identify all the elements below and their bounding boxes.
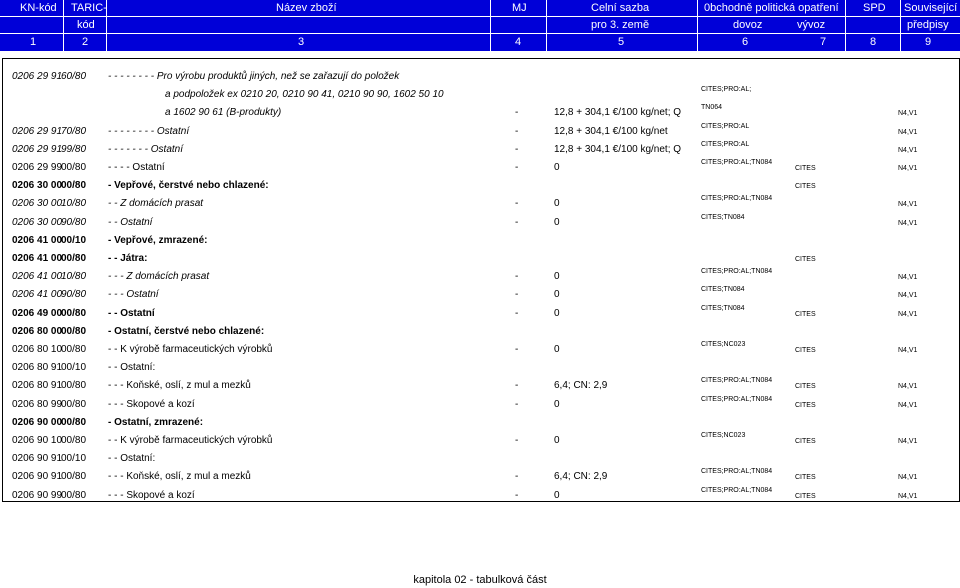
table-row: [3, 306, 959, 322]
kn-code: 0206 80 91: [12, 380, 63, 392]
related-regulation: N4,V1: [898, 219, 918, 227]
duty-rate: 0: [554, 216, 560, 228]
kn-code: 0206 49 00: [12, 307, 63, 319]
header-divider: [900, 0, 901, 51]
duty-rate: 0: [554, 435, 560, 446]
duty-rate: 0: [554, 271, 560, 283]
related-regulation: N4,V1: [898, 201, 918, 209]
item-name: - - - Koňské, oslí, z mul a mezků: [108, 380, 251, 392]
item-name: - - Ostatní: [108, 216, 153, 228]
related-regulation: N4,V1: [898, 310, 918, 318]
item-name: - Vepřové, zmrazené:: [108, 234, 208, 246]
taric-code: 00/10: [61, 362, 87, 374]
table-row: [3, 160, 959, 176]
export-measure: CITES: [795, 183, 816, 191]
table-row: [3, 233, 959, 249]
item-name: - - - Skopové a kozí: [108, 489, 195, 501]
table-row: [3, 105, 959, 121]
taric-code: 10/80: [61, 271, 87, 283]
item-name: - Ostatní, zmrazené:: [108, 416, 204, 428]
table-row: [3, 287, 959, 303]
item-name: - - Játra:: [108, 253, 148, 264]
related-regulation: N4,V1: [898, 492, 918, 500]
table-row: [3, 378, 959, 394]
table-row: [3, 397, 959, 413]
col-mj: MJ: [512, 2, 527, 14]
item-name: - - - - Ostatní: [108, 162, 165, 173]
related-regulation: N4,V1: [898, 292, 918, 300]
item-name: - - Ostatní:: [108, 453, 156, 465]
export-measure: CITES: [795, 383, 816, 391]
item-name: - - - - - - - - Pro výrobu produktů jiných, než se zařazují do položek: [108, 71, 400, 82]
duty-rate: 12,8 + 304,1 €/100 kg/net: [554, 125, 668, 137]
unit: -: [515, 307, 519, 319]
taric-code: 00/80: [61, 435, 87, 446]
table-row: [3, 360, 959, 376]
import-measure: CITES;PRO:AL;TN084: [701, 159, 773, 166]
related-regulation: N4,V1: [898, 438, 918, 445]
table-row: [3, 196, 959, 212]
taric-code: 00/10: [61, 453, 87, 465]
import-measure: CITES;PRO:AL;TN084: [701, 268, 773, 276]
header-divider: [63, 0, 64, 51]
table-row: [3, 451, 959, 467]
kn-code: 0206 80 91: [12, 362, 63, 374]
table-row: [3, 488, 959, 504]
page-footer: kapitola 02 - tabulková část: [413, 574, 547, 586]
taric-code: 99/80: [61, 143, 87, 155]
export-measure: CITES: [795, 256, 816, 263]
item-name: - - K výrobě farmaceutických výrobků: [108, 344, 273, 355]
taric-code: 10/80: [61, 198, 87, 210]
import-measure: CITES;PRO:AL;TN084: [701, 377, 773, 385]
col-nazev-zbozi: Název zboží: [276, 2, 337, 14]
unit: -: [515, 216, 519, 228]
import-measure: CITES;PRO:AL;TN084: [701, 195, 773, 203]
kn-code: 0206 80 00: [12, 325, 63, 337]
header-divider: [0, 16, 960, 17]
header-divider: [546, 0, 547, 51]
col-kn-kod: KN-kód: [20, 2, 57, 14]
table-row: [3, 215, 959, 231]
unit: -: [515, 143, 519, 155]
header-divider: [845, 0, 846, 51]
taric-code: 60/80: [61, 71, 87, 82]
unit: -: [515, 398, 519, 410]
taric-code: 00/80: [61, 253, 87, 264]
col-number: 3: [298, 36, 305, 48]
table-row: [3, 415, 959, 431]
col-number: 4: [515, 36, 522, 48]
header-divider: [490, 0, 491, 51]
related-regulation: N4,V1: [898, 401, 918, 409]
taric-code: 00/80: [61, 471, 87, 483]
import-measure: CITES;TN084: [701, 286, 745, 294]
table-row: [3, 251, 959, 267]
item-name: a 1602 90 61 (B-produkty): [165, 107, 282, 119]
table-row: [3, 142, 959, 158]
import-measure: CITES;PRO:AL: [701, 140, 750, 148]
import-measure: CITES;PRO:AL;TN084: [701, 395, 773, 403]
col-celni-sazba: Celní sazba: [591, 2, 650, 14]
import-measure: CITES;PRO:AL: [701, 122, 750, 130]
import-measure: CITES;PRO:AL;: [701, 86, 752, 94]
kn-code: 0206 80 10: [12, 344, 63, 355]
item-name: - - - Skopové a kozí: [108, 398, 195, 410]
unit: -: [515, 198, 519, 210]
item-name: - - - Z domácích prasat: [108, 271, 210, 283]
kn-code: 0206 90 00: [12, 416, 63, 428]
export-measure: CITES: [795, 347, 816, 354]
item-name: - - - - - - - - Ostatní: [108, 125, 190, 137]
unit: -: [515, 289, 519, 301]
kn-code: 0206 90 91: [12, 453, 63, 465]
import-measure: CITES;TN084: [701, 213, 745, 221]
export-measure: CITES: [795, 474, 816, 482]
kn-code: 0206 41 00: [12, 234, 63, 246]
kn-code: 0206 90 10: [12, 435, 63, 446]
table-row: [3, 433, 959, 449]
col-number: 6: [742, 36, 749, 48]
related-regulation: N4,V1: [898, 347, 918, 354]
col-vyvoz: vývoz: [797, 19, 826, 31]
taric-code: 00/80: [61, 180, 87, 192]
unit: -: [515, 380, 519, 392]
import-measure: CITES;PRO:AL;TN084: [701, 486, 773, 494]
import-measure: CITES;TN084: [701, 304, 745, 312]
item-name: - - Ostatní:: [108, 362, 156, 374]
kn-code: 0206 30 00: [12, 198, 63, 210]
related-regulation: N4,V1: [898, 165, 918, 172]
unit: -: [515, 162, 519, 173]
kn-code: 0206 90 99: [12, 489, 63, 501]
col-number: 9: [925, 36, 932, 48]
duty-rate: 6,4; CN: 2,9: [554, 380, 608, 392]
table-row: [3, 124, 959, 140]
header-divider: [0, 33, 960, 34]
item-name: - - K výrobě farmaceutických výrobků: [108, 435, 273, 446]
export-measure: CITES: [795, 165, 816, 172]
col-opatreni: 0bchodně politická opatření: [704, 2, 839, 14]
col-number: 8: [870, 36, 877, 48]
duty-rate: 6,4; CN: 2,9: [554, 471, 608, 483]
duty-rate: 0: [554, 198, 560, 210]
taric-code: 00/80: [61, 380, 87, 392]
taric-code: 90/80: [61, 216, 87, 228]
duty-rate: 0: [554, 344, 560, 355]
duty-rate: 0: [554, 307, 560, 319]
table-row: [3, 87, 959, 103]
taric-code: 70/80: [61, 125, 87, 137]
kn-code: 0206 41 00: [12, 271, 63, 283]
import-measure: CITES;NC023: [701, 341, 746, 348]
table-row: [3, 269, 959, 285]
col-taric-kod: kód: [77, 19, 95, 31]
item-name: a podpoložek ex 0210 20, 0210 90 41, 0210 90 90, 1602 50 10: [165, 89, 444, 101]
table-row: [3, 469, 959, 485]
kn-code: 0206 29 91: [12, 71, 63, 82]
unit: -: [515, 271, 519, 283]
col-taric: TARIC-: [71, 2, 107, 14]
export-measure: CITES: [795, 438, 816, 445]
taric-code: 00/80: [61, 307, 87, 319]
col-dovoz: dovoz: [733, 19, 763, 31]
taric-code: 00/80: [61, 325, 87, 337]
duty-rate: 12,8 + 304,1 €/100 kg/net; Q: [554, 107, 682, 119]
unit: -: [515, 344, 519, 355]
related-regulation: N4,V1: [898, 274, 918, 282]
kn-code: 0206 29 91: [12, 143, 63, 155]
duty-rate: 0: [554, 489, 560, 501]
table-row: [3, 178, 959, 194]
item-name: - Ostatní, čerstvé nebo chlazené:: [108, 325, 265, 337]
col-number: 2: [82, 36, 89, 48]
unit: -: [515, 471, 519, 483]
kn-code: 0206 41 00: [12, 289, 63, 301]
duty-rate: 12,8 + 304,1 €/100 kg/net; Q: [554, 143, 682, 155]
item-name: - - Ostatní: [108, 307, 155, 319]
col-number: 5: [618, 36, 625, 48]
taric-code: 00/10: [61, 234, 87, 246]
kn-code: 0206 29 91: [12, 125, 63, 137]
duty-rate: 0: [554, 289, 560, 301]
import-measure: TN064: [701, 104, 723, 112]
related-regulation: N4,V1: [898, 383, 918, 391]
taric-code: 90/80: [61, 289, 87, 301]
kn-code: 0206 30 00: [12, 216, 63, 228]
col-spd: SPD: [863, 2, 886, 14]
taric-code: 00/80: [61, 398, 87, 410]
unit: -: [515, 489, 519, 501]
kn-code: 0206 30 00: [12, 180, 63, 192]
item-name: - - - Ostatní: [108, 289, 159, 301]
duty-rate: 0: [554, 398, 560, 410]
table-body: [2, 58, 960, 502]
col-souvisejici: Související: [904, 2, 958, 14]
related-regulation: N4,V1: [898, 474, 918, 482]
taric-code: 00/80: [61, 489, 87, 501]
export-measure: CITES: [795, 310, 816, 318]
import-measure: CITES;PRO:AL;TN084: [701, 468, 773, 476]
import-measure: CITES;NC023: [701, 432, 746, 439]
col-number: 7: [820, 36, 827, 48]
kn-code: 0206 29 99: [12, 162, 63, 173]
taric-code: 00/80: [61, 416, 87, 428]
kn-code: 0206 41 00: [12, 253, 63, 264]
header-divider: [697, 0, 698, 51]
taric-code: 00/80: [61, 162, 87, 173]
table-row: [3, 342, 959, 358]
item-name: - - Z domácích prasat: [108, 198, 204, 210]
table-row: [3, 324, 959, 340]
item-name: - - - - - - - Ostatní: [108, 143, 183, 155]
unit: -: [515, 125, 519, 137]
table-header: [0, 0, 960, 51]
unit: -: [515, 107, 519, 119]
related-regulation: N4,V1: [898, 110, 918, 118]
kn-code: 0206 90 91: [12, 471, 63, 483]
export-measure: CITES: [795, 492, 816, 500]
duty-rate: 0: [554, 162, 560, 173]
col-pro-3-zeme: pro 3. země: [591, 19, 650, 31]
related-regulation: N4,V1: [898, 128, 918, 136]
item-name: - Vepřové, čerstvé nebo chlazené:: [108, 180, 269, 192]
related-regulation: N4,V1: [898, 146, 918, 154]
kn-code: 0206 80 99: [12, 398, 63, 410]
table-row: [3, 69, 959, 85]
export-measure: CITES: [795, 401, 816, 409]
taric-code: 00/80: [61, 344, 87, 355]
item-name: - - - Koňské, oslí, z mul a mezků: [108, 471, 251, 483]
col-predpisy: předpisy: [907, 19, 949, 31]
col-number: 1: [30, 36, 37, 48]
unit: -: [515, 435, 519, 446]
